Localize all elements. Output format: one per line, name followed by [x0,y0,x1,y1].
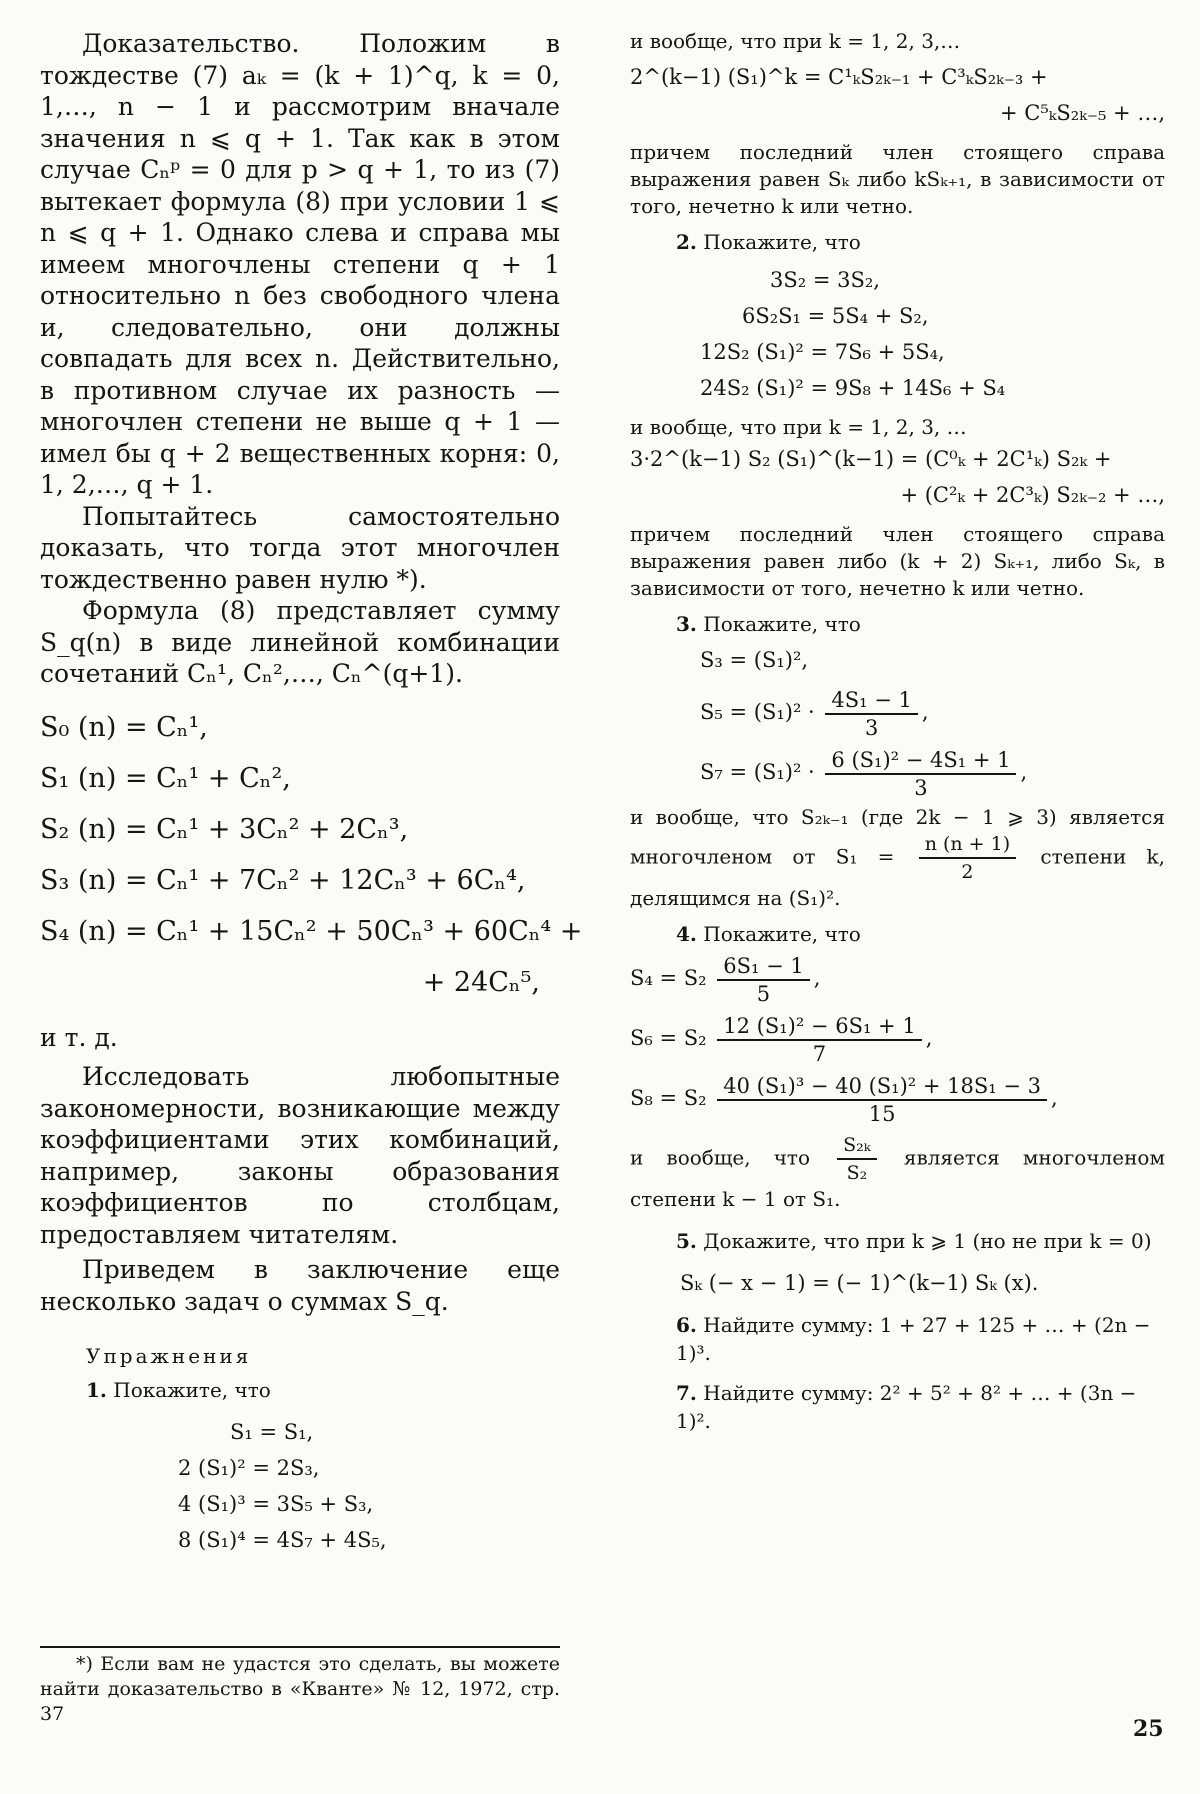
exercise-4 [630,920,1165,948]
exercise-4-eq-2: S₆ = S₂ $\frac{\text{12 (S₁)² − 6S₁ + 1}}{7}$ , [630,1013,933,1066]
exercise-4-number: 4. [676,922,697,946]
fraction-denominator: 15 [868,1101,896,1126]
exercise-2-eq-2: 6S₂S₁ = 5S₄ + S₂, [742,304,929,328]
exercise-7-number: 7. [676,1381,697,1405]
exercise-4-eq-3-lhs: S₈ = S₂ [630,1086,707,1110]
proof-paragraph: Доказательство. Положим в тождестве (7) aₖ = (k + 1)^q, k = 0, 1,…, n − 1 и рассмотрим вначале значения n ⩽ q + 1. Так как в этом случае Cₙᵖ = 0 для p > q + 1, то из (7) вытекает формула (8) при условии 1 ⩽ n ⩽ q + 1. Однако слева и справа мы имеем многочлены степени q + 1 относительно n без свободного члена и, следовательно, они должны совпадать для всех n. Действительно, в противном случае их разность — многочлен степени не выше q + 1 — имел бы q + 2 вещественных корня: 0, 1, 2,…, q + 1. [40,29,560,499]
sum-formula-s1: S₁ (n) = Cₙ¹ + Cₙ², [40,762,291,794]
exercise-1-text: Покажите, что [113,1378,271,1402]
exercise-3 [630,610,1165,638]
exercise-3-eq-3: S₇ = (S₁)² · $\frac{\text{6 (S₁)² − 4S₁ + 1}}{3}$ , [700,747,1028,800]
exercise-1 [40,1376,560,1404]
exercise-4-text: Покажите, что [703,922,861,946]
right-column [630,28,1165,1435]
exercise-2-eq-4: 24S₂ (S₁)² = 9S₈ + 14S₆ + S₄ [700,376,1006,400]
investigate-paragraph: Исследовать любопытные закономерности, возникающие между коэффициентами этих комбинаций, например, законы образования коэффициентов по столбцам, предоставляем читателям. [40,1062,560,1249]
exercise-3-number: 3. [676,612,697,636]
exercise-2-note: причем последний член стоящего справа выражения равен либо (k + 2) Sₖ₊₁, либо Sₖ, в зависимости от того, нечетно k или четно. [630,522,1165,600]
left-column [40,28,583,1558]
exercise-4-eq-1: S₄ = S₂ $\frac{\text{6S₁ − 1}}{5}$ , [630,953,821,1006]
exercise-3-text: Покажите, что [703,612,861,636]
exercise-4-eq-2-lhs: S₆ = S₂ [630,1026,707,1050]
exercise-6 [630,1311,1165,1367]
fraction-denominator: 3 [914,775,928,800]
exercise-4-note-fraction [837,1132,877,1186]
fraction-numerator: 12 (S₁)² − 6S₁ + 1 [717,1013,921,1041]
exercise-4-eq-1-fraction [717,953,809,1007]
try-paragraph: Попытайтесь самостоятельно доказать, что тогда этот многочлен тождественно равен нулю *). [40,501,560,594]
general-identity-note: причем последний член стоящего справа выражения равен Sₖ либо kSₖ₊₁, в зависимости от того, нечетно k или четно. [630,140,1165,218]
exercise-5-equation: Sₖ (− x − 1) = (− 1)^(k−1) Sₖ (x). [680,1271,1039,1295]
exercise-5-text: Докажите, что при k ⩾ 1 (но не при k = 0) [703,1229,1152,1253]
exercise-3-eq-2-fraction [825,687,917,741]
fraction-denominator: S₂ [846,1162,868,1184]
exercise-4-eq-3: S₈ = S₂ $\frac{\text{40 (S₁)³ − 40 (S₁)² + 18S₁ − 3}}{15}$ , [630,1073,1058,1126]
exercise-6-text: Найдите сумму: 1 + 27 + 125 + … + (2n − 1)³. [676,1313,1151,1365]
exercise-7-text: Найдите сумму: 2² + 5² + 8² + … + (3n − 1)². [676,1381,1137,1433]
exercise-4-note-b: является многочленом степени k − 1 от S₁. [630,1145,1166,1211]
exercise-2-identity-line-1: 3·2^(k−1) S₂ (S₁)^(k−1) = (C⁰ₖ + 2C¹ₖ) S₂ₖ + [630,447,1112,471]
general-identity-line-2: + C⁵ₖS₂ₖ₋₅ + …, [999,101,1165,125]
exercises-title: Упражнения [86,1344,252,1368]
exercise-7 [630,1379,1165,1435]
exercise-3-eq-1: S₃ = (S₁)², [700,648,809,672]
sum-formula-s4-cont: + 24Cₙ⁵, [422,966,540,998]
exercise-2-eq-1: 3S₂ = 3S₂, [770,268,880,292]
exercise-4-eq-1-lhs: S₄ = S₂ [630,966,707,990]
exercise-6-number: 6. [676,1313,697,1337]
fraction-denominator: 2 [961,861,974,883]
exercise-2-eq-3: 12S₂ (S₁)² = 7S₆ + 5S₄, [700,340,945,364]
fraction-denominator: 3 [864,715,879,740]
exercise-1-eq-4: 8 (S₁)⁴ = 4S₇ + 4S₅, [178,1528,387,1552]
exercise-2-text: Покажите, что [703,230,861,254]
sum-formula-s3: S₃ (n) = Cₙ¹ + 7Cₙ² + 12Cₙ³ + 6Cₙ⁴, [40,864,526,896]
exercise-2 [630,228,1165,256]
exercise-2-equations [630,262,1165,406]
exercise-3-eq-3-lhs: S₇ = (S₁)² · [700,760,815,784]
footnote-rule [40,1646,560,1648]
exercise-4-note [630,1132,1165,1213]
exercise-3-note-b: степени k, делящимся на (S₁)². [630,844,1166,910]
general-k-intro: и вообще, что при k = 1, 2, 3,… [630,29,961,53]
fraction-denominator: 5 [756,981,771,1006]
footnote: *) Если вам не удастся это сделать, вы можете найти доказательство в «Кванте» № 12, 1972, стр. 37 [40,1653,560,1725]
fraction-numerator: n (n + 1) [919,831,1016,859]
page-number: 25 [1133,1716,1164,1742]
exercise-3-note [630,804,1165,912]
fraction-numerator: S₂ₖ [837,1132,877,1160]
exercise-3-note-fraction [919,831,1016,885]
conclusion-paragraph: Приведем в заключение еще несколько задач о суммах S_q. [40,1255,560,1316]
exercise-1-equations [40,1414,560,1558]
fraction-numerator: 6 (S₁)² − 4S₁ + 1 [825,747,1016,775]
general-identity-line-1: 2^(k−1) (S₁)^k = C¹ₖS₂ₖ₋₁ + C³ₖS₂ₖ₋₃ + [630,65,1048,89]
exercise-1-eq-3: 4 (S₁)³ = 3S₅ + S₃, [178,1492,374,1516]
sum-formula-s2: S₂ (n) = Cₙ¹ + 3Cₙ² + 2Cₙ³, [40,813,409,845]
exercise-1-number: 1. [86,1378,107,1402]
exercise-3-equations [630,638,1165,802]
exercise-2-general: и вообще, что при k = 1, 2, 3, … [630,415,967,439]
fraction-denominator: 7 [812,1041,827,1066]
formula-paragraph: Формула (8) представляет сумму S_q(n) в виде линейной комбинации сочетаний Cₙ¹, Cₙ²,…, Cₙ^(q+1). [40,596,560,688]
exercise-5 [630,1227,1165,1255]
exercise-1-eq-1: S₁ = S₁, [230,1420,314,1444]
exercise-2-identity-line-2: + (C²ₖ + 2C³ₖ) S₂ₖ₋₂ + …, [900,483,1165,507]
fraction-numerator: 6S₁ − 1 [717,953,809,981]
exercise-4-note-a: и вообще, что [630,1145,811,1170]
fraction-numerator: 4S₁ − 1 [825,687,917,715]
exercise-4-eq-3-fraction [717,1073,1047,1127]
exercise-3-eq-2: S₅ = (S₁)² · $\frac{\text{4S₁ − 1}}{3}$ , [700,687,929,740]
sum-formula-s0: S₀ (n) = Cₙ¹, [40,711,208,743]
exercise-4-equations [630,948,1165,1128]
exercise-4-eq-2-fraction [717,1013,921,1067]
fraction-numerator: 40 (S₁)³ − 40 (S₁)² + 18S₁ − 3 [717,1073,1047,1101]
exercise-5-number: 5. [676,1229,697,1253]
sum-formulas [40,702,583,1008]
exercise-2-number: 2. [676,230,697,254]
etc-text: и т. д. [40,1022,118,1052]
sum-formula-s4: S₄ (n) = Cₙ¹ + 15Cₙ² + 50Cₙ³ + 60Cₙ⁴ + [40,915,583,947]
exercise-1-eq-2: 2 (S₁)² = 2S₃, [178,1456,320,1480]
exercise-3-note-a: и вообще, что S₂ₖ₋₁ (где 2k − 1 ⩾ 3) является многочленом от S₁ = [630,805,1165,869]
exercise-3-eq-3-fraction [825,747,1016,801]
exercise-3-eq-2-lhs: S₅ = (S₁)² · [700,700,815,724]
